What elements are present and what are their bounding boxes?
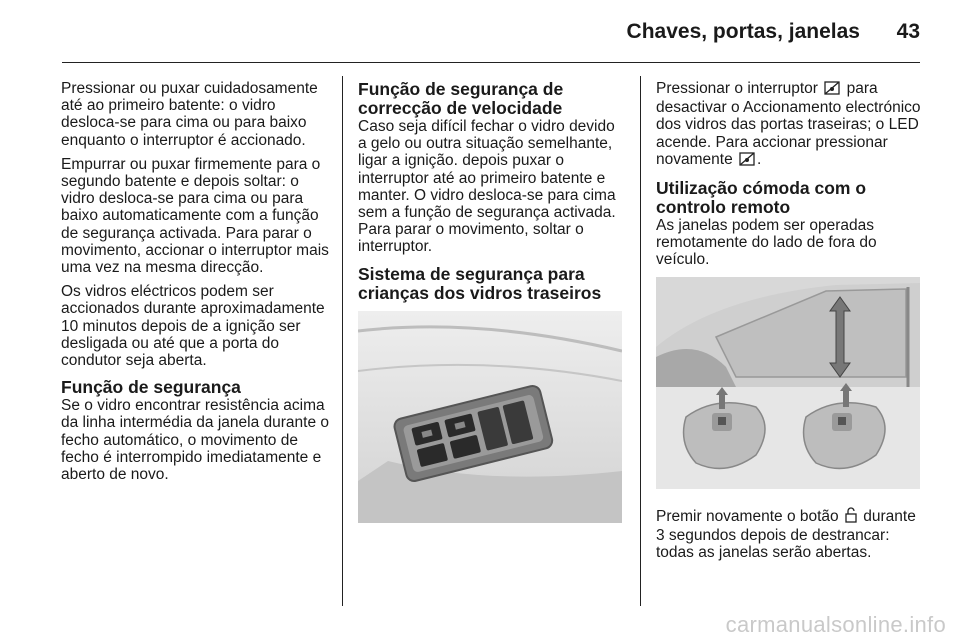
section-heading: Função de segurança de correcção de velocidade: [358, 79, 564, 118]
paragraph: Pressionar o interruptor para desactivar o Accionamento electrónico dos vidros das portas traseiras; o LED acende. Para accionar pressionar novamente .: [656, 80, 924, 170]
child-lock-window-icon: [739, 152, 755, 170]
watermark: carmanualsonline.info: [725, 612, 946, 637]
paragraph: Se o vidro encontrar resistência acima da linha intermédia da janela durante o fecho automático, o movimento de fecho é interrompido imediatamente e aberto de novo.: [61, 397, 329, 484]
unlock-icon: [845, 507, 857, 527]
page-number: 43: [896, 20, 920, 43]
paragraph: Premir novamente o botão durante 3 segundos depois de destrancar: todas as janelas serão abertas.: [656, 507, 916, 562]
paragraph: Os vidros eléctricos podem ser accionados durante aproximadamente 10 minutos depois de a ignição ser desligada ou até que a porta do condutor seja aberta.: [61, 283, 325, 370]
paragraph: As janelas podem ser operadas remotamente do lado de fora do veículo.: [656, 217, 877, 269]
remote-window-illustration: [656, 277, 920, 493]
section-heading: Sistema de segurança para crianças dos vidros traseiros: [358, 263, 602, 303]
column-divider: [342, 76, 343, 606]
paragraph: Pressionar ou puxar cuidadosamente até ao primeiro batente: o vidro desloca-se para cima ou para baixo enquanto o interruptor é accionado.: [61, 80, 318, 149]
page-title: Chaves, portas, janelas: [626, 20, 860, 43]
column-3: [656, 80, 924, 568]
paragraph: Empurrar ou puxar firmemente para o segundo batente e depois soltar: o vidro desloca-se para cima ou para baixo automaticamente com a função de segurança activada. Para parar o movimento, accionar o interruptor mais uma vez na mesma direcção.: [61, 155, 329, 277]
window-switch-illustration: [358, 311, 622, 527]
column-2: [358, 80, 626, 541]
section-heading: Utilização cómoda com o controlo remoto: [656, 178, 867, 218]
paragraph: Caso seja difícil fechar o vidro devido a gelo ou outra situação semelhante, ligar a ignição. depois puxar o interruptor até ao primeiro batente e manter. O vidro desloca-se para cima sem a função de segurança activada. Para parar o movimento, soltar o interruptor.: [358, 118, 616, 256]
section-heading: Função de segurança: [61, 377, 241, 398]
column-divider: [640, 76, 641, 606]
child-lock-window-icon: [824, 81, 840, 99]
page-header: [62, 14, 920, 63]
column-1: [61, 80, 329, 490]
